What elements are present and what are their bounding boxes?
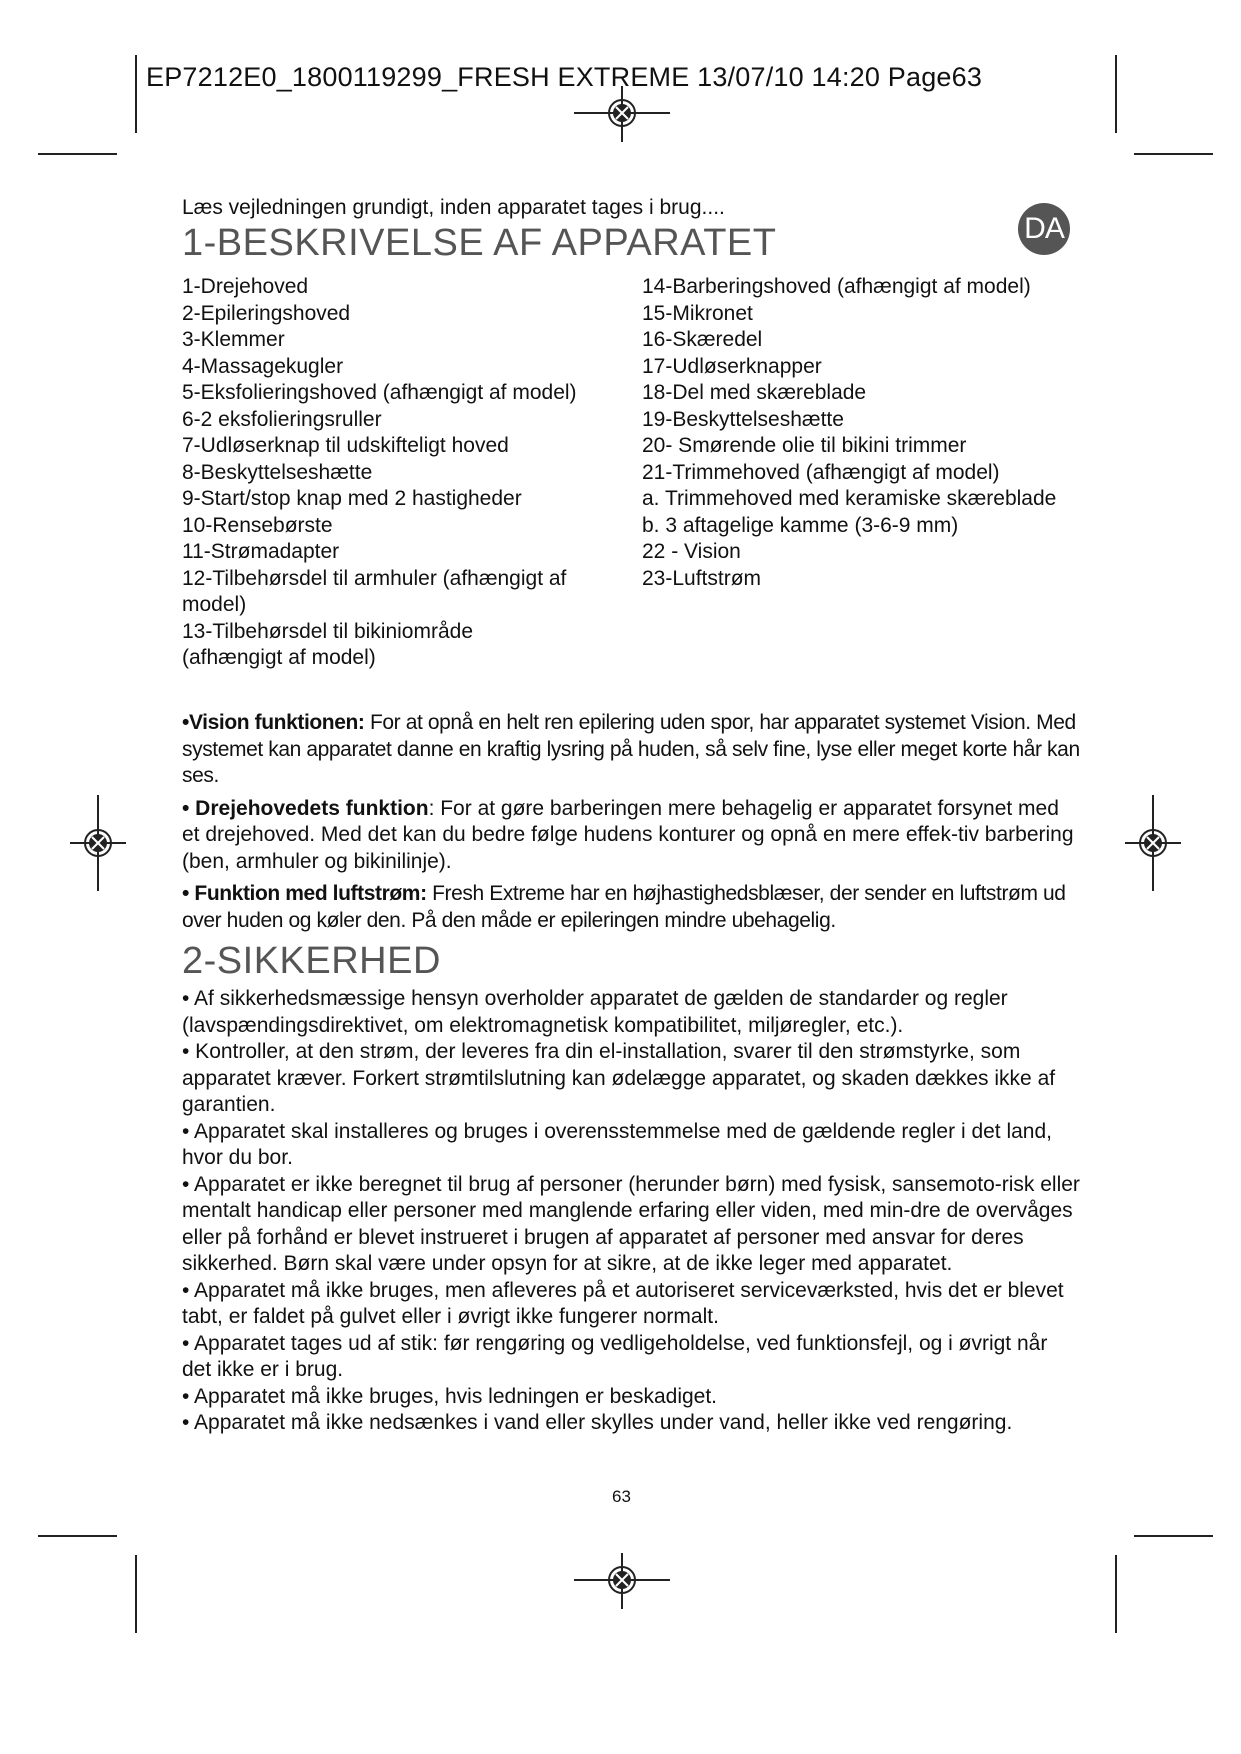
feature-label: •Vision funktionen: <box>182 711 365 734</box>
list-item: 22 - Vision <box>642 540 741 563</box>
crop-mark <box>135 1555 137 1633</box>
safety-item: • Apparatet tages ud af stik: før rengøring og vedligeholdelse, ved funktionsfejl, og i øvrigt når det ikke er i brug. <box>182 1331 1048 1381</box>
page-number: 63 <box>612 1487 631 1506</box>
crop-mark <box>38 153 117 155</box>
feature-label: • Drejehovedets funktion <box>182 796 429 820</box>
list-item: 17-Udløserknapper <box>642 354 822 378</box>
crop-mark <box>1115 55 1117 133</box>
safety-item: • Af sikkerhedsmæssige hensyn overholder apparatet de gælden de standarder og regler (lavspændingsdirektivet, om elektromagnetisk kompatibilitet, miljøregler, etc.). <box>182 987 1008 1037</box>
list-item: 23-Luftstrøm <box>642 566 762 590</box>
list-item: 21-Trimmehoved (afhængigt af model) <box>642 460 1000 484</box>
feature-label: • Funktion med luftstrøm: <box>182 882 427 905</box>
feature-text: For at opnå en helt ren epilering uden spor, har apparatet systemet Vision. Med systemet kan apparatet danne en kraftig lysring på huden, så selv fine, lyse eller meget korte hår kan ses. <box>182 711 1080 787</box>
safety-item: • Kontroller, at den strøm, der leveres fra din el-installation, svarer til den strømstyrke, som apparatet kræver. Forkert strømtilslutning kan ødelægge apparatet, og skaden dækkes ikke af garantien. <box>182 1040 1056 1116</box>
intro-text: Læs vejledningen grundigt, inden apparatet tages i brug.... <box>182 196 725 219</box>
crop-mark <box>1134 1535 1213 1537</box>
feature-text: : For at gøre barberingen mere behagelig er apparatet forsynet med et drejehoved. Med det kan du bedre følge hudens konturer og opnå en mere effek-tiv barbering (ben, armhuler og bikinilinje). <box>182 796 1074 873</box>
feature-airflow <box>182 881 1082 934</box>
print-slug: EP7212E0_1800119299_FRESH EXTREME 13/07/10 14:20 Page63 <box>146 62 983 92</box>
list-item: 5-Eksfolieringshoved (afhængigt af model) <box>182 381 577 404</box>
list-item: b. 3 aftagelige kamme (3-6-9 mm) <box>642 513 959 537</box>
list-item: 20- Smørende olie til bikini trimmer <box>642 434 967 457</box>
crop-mark <box>135 55 137 133</box>
list-item: a. Trimmehoved med keramiske skæreblade <box>642 487 1057 510</box>
safety-item: • Apparatet må ikke nedsænkes i vand eller skylles under vand, heller ikke ved rengøring. <box>182 1411 1013 1434</box>
parts-list-left <box>182 274 622 672</box>
list-item: 12-Tilbehørsdel til armhuler (afhængigt af <box>182 566 567 590</box>
list-item: 9-Start/stop knap med 2 hastigheder <box>182 487 522 510</box>
safety-item: • Apparatet skal installeres og bruges i overensstemmelse med de gældende regler i det land, hvor du bor. <box>182 1119 1053 1169</box>
list-item: 13-Tilbehørsdel til bikiniområde <box>182 619 474 643</box>
safety-item: • Apparatet må ikke bruges, hvis ledningen er beskadiget. <box>182 1384 718 1408</box>
registration-mark-bottom <box>574 1553 670 1609</box>
list-item: 14-Barberingshoved (afhængigt af model) <box>642 275 1031 298</box>
list-item: 6-2 eksfolieringsruller <box>182 407 382 431</box>
feature-descriptions <box>182 710 1082 940</box>
list-item: 15-Mikronet <box>642 301 753 325</box>
feature-swivel-head <box>182 796 1082 876</box>
safety-item: • Apparatet er ikke beregnet til brug af personer (herunder børn) med fysisk, sansemoto-risk eller mentalt handicap eller personer med manglende erfaring eller viden, med min-dre de overvåges eller på forhånd er blevet instrueret i brugen af apparatet af personer med ansvar for deres sikkerhed. Børn skal være under opsyn for at sikre, at de ikke leger med apparatet. <box>182 1172 1080 1275</box>
feature-vision <box>182 710 1082 790</box>
list-item: model) <box>182 593 247 616</box>
safety-item: • Apparatet må ikke bruges, men afleveres på et autoriseret serviceværksted, hvis det er blevet tabt, er faldet på gulvet eller i øvrigt ikke fungerer normalt. <box>182 1278 1064 1328</box>
section-title-description: 1-BESKRIVELSE AF APPARATET <box>182 222 777 264</box>
crop-mark <box>1134 153 1213 155</box>
list-item: 2-Epileringshoved <box>182 301 351 325</box>
crop-mark <box>38 1535 117 1537</box>
list-item: 18-Del med skæreblade <box>642 381 867 404</box>
list-item: 7-Udløserknap til udskifteligt hoved <box>182 434 509 457</box>
safety-list <box>182 986 1082 1437</box>
feature-text: Fresh Extreme har en højhastighedsblæser, der sender en luftstrøm ud over huden og køler den. På den måde er epileringen mindre ubehagelig. <box>182 882 1066 932</box>
section-title-safety: 2-SIKKERHED <box>182 940 441 982</box>
registration-mark-left <box>70 795 126 891</box>
list-item: 8-Beskyttelseshætte <box>182 460 373 484</box>
list-item: 3-Klemmer <box>182 328 285 351</box>
parts-list-right <box>642 274 1102 592</box>
list-item: 4-Massagekugler <box>182 354 344 378</box>
list-item: 11-Strømadapter <box>182 540 340 563</box>
list-item: (afhængigt af model) <box>182 646 376 669</box>
registration-mark-right <box>1125 795 1181 891</box>
crop-mark <box>1115 1555 1117 1633</box>
list-item: 16-Skæredel <box>642 328 763 351</box>
registration-mark-top <box>574 86 670 142</box>
list-item: 10-Rensebørste <box>182 513 333 537</box>
language-badge: DA <box>1018 203 1070 255</box>
list-item: 19-Beskyttelseshætte <box>642 407 844 431</box>
list-item: 1-Drejehoved <box>182 275 309 298</box>
